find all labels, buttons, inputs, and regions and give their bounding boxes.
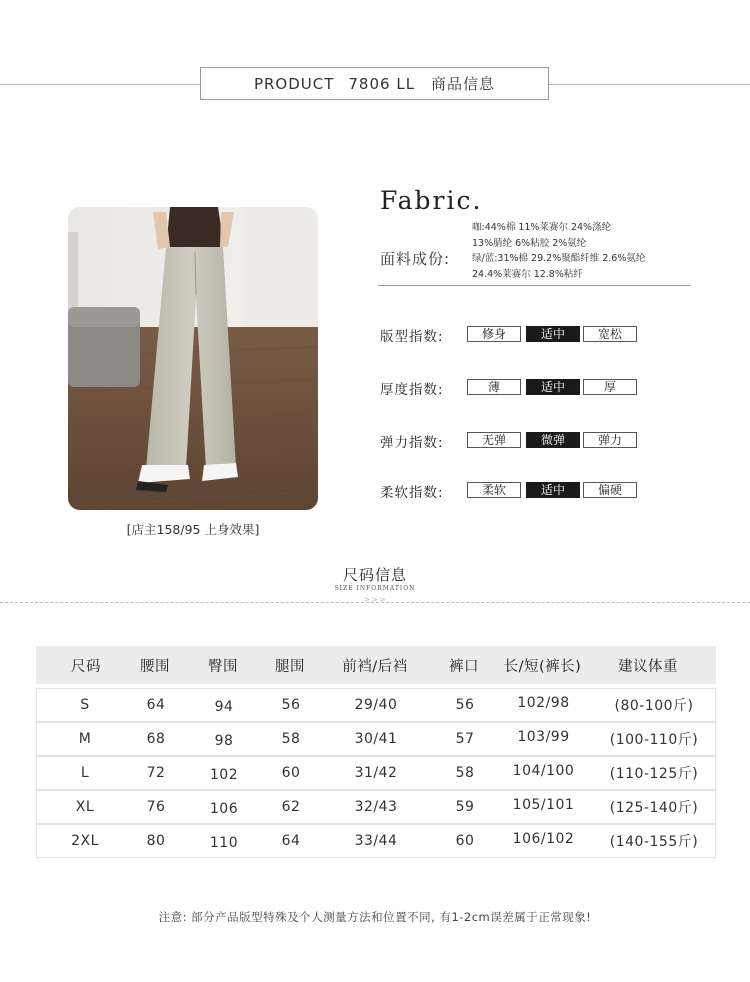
softness-index-label: 柔软指数: bbox=[380, 485, 444, 501]
cell-length: 103/99 bbox=[517, 729, 570, 745]
fit-option-slim: 修身 bbox=[467, 326, 521, 342]
composition-label: 面料成份: bbox=[380, 250, 451, 268]
composition-divider bbox=[378, 285, 690, 286]
cell-leg-opening: 60 bbox=[455, 833, 475, 849]
composition-line: 绿/蓝:31%棉 29.2%聚酯纤维 2.6%氨纶 bbox=[472, 253, 646, 264]
header-waist: 腰围 bbox=[140, 658, 170, 675]
cell-weight: (110-125斤) bbox=[609, 766, 699, 782]
cell-waist: 72 bbox=[146, 765, 166, 781]
size-section-subtitle: SIZE INFORMATION bbox=[334, 585, 416, 592]
cell-hip: 110 bbox=[209, 835, 239, 851]
cell-size: L bbox=[80, 765, 90, 781]
product-code: 7806 LL bbox=[348, 74, 416, 93]
size-table-header bbox=[36, 646, 716, 684]
cell-hip: 102 bbox=[209, 767, 239, 783]
thickness-option-medium: 适中 bbox=[526, 379, 580, 395]
cell-length: 105/101 bbox=[512, 797, 575, 813]
cell-size: S bbox=[80, 697, 90, 713]
header-leg-opening: 裤口 bbox=[449, 658, 479, 675]
header-rule-right bbox=[549, 84, 750, 85]
cell-rise: 30/41 bbox=[354, 731, 398, 747]
table-row bbox=[36, 790, 716, 824]
cell-size: XL bbox=[75, 799, 95, 815]
cell-rise: 33/44 bbox=[354, 833, 398, 849]
cell-length: 106/102 bbox=[512, 831, 575, 847]
product-title-box bbox=[200, 67, 549, 100]
product-info-label: 商品信息 bbox=[431, 75, 496, 93]
cell-rise: 32/43 bbox=[354, 799, 398, 815]
softness-option-firm: 偏硬 bbox=[583, 482, 637, 498]
cell-hip: 106 bbox=[209, 801, 239, 817]
softness-option-medium: 适中 bbox=[526, 482, 580, 498]
fit-option-loose: 宽松 bbox=[583, 326, 637, 342]
fit-option-regular: 适中 bbox=[526, 326, 580, 342]
fabric-title: Fabric. bbox=[380, 186, 483, 215]
cell-hip: 98 bbox=[214, 733, 234, 749]
cell-leg-opening: 57 bbox=[455, 731, 475, 747]
composition-list bbox=[472, 220, 645, 282]
measurement-note: 注意: 部分产品版型特殊及个人测量方法和位置不同, 有1-2cm误差属于正常现象! bbox=[158, 910, 592, 924]
cell-leg-opening: 56 bbox=[455, 697, 475, 713]
size-section-arrows: >>> bbox=[363, 595, 387, 604]
cell-size: 2XL bbox=[71, 833, 99, 849]
header-rule-left bbox=[0, 84, 200, 85]
cell-weight: (80-100斤) bbox=[614, 698, 694, 714]
cell-weight: (140-155斤) bbox=[609, 834, 699, 850]
cell-waist: 80 bbox=[146, 833, 166, 849]
cell-weight: (125-140斤) bbox=[609, 800, 699, 816]
product-word: PRODUCT bbox=[253, 74, 335, 93]
table-row bbox=[36, 688, 716, 722]
thickness-option-thin: 薄 bbox=[467, 379, 521, 395]
cell-waist: 64 bbox=[146, 697, 166, 713]
stretch-index-label: 弹力指数: bbox=[380, 435, 444, 451]
cell-weight: (100-110斤) bbox=[609, 732, 699, 748]
cell-thigh: 58 bbox=[281, 731, 301, 747]
cell-leg-opening: 59 bbox=[455, 799, 475, 815]
header-weight: 建议体重 bbox=[618, 658, 678, 675]
cell-rise: 31/42 bbox=[354, 765, 398, 781]
cell-hip: 94 bbox=[214, 699, 234, 715]
cell-size: M bbox=[78, 731, 92, 747]
header-length: 长/短(裤长) bbox=[503, 658, 582, 675]
fit-index-label: 版型指数: bbox=[380, 329, 444, 345]
size-section-divider bbox=[0, 602, 750, 603]
composition-line: 13%腈纶 6%粘胶 2%氨纶 bbox=[472, 237, 587, 249]
header-rise: 前裆/后裆 bbox=[342, 658, 408, 675]
cell-length: 104/100 bbox=[512, 763, 575, 779]
thickness-index-label: 厚度指数: bbox=[380, 382, 444, 398]
stretch-option-none: 无弹 bbox=[467, 432, 521, 448]
cell-waist: 68 bbox=[146, 731, 166, 747]
size-section-title: 尺码信息 bbox=[342, 566, 407, 584]
composition-line: 咖:44%棉 11%莱赛尔 24%涤纶 bbox=[472, 222, 612, 233]
cell-waist: 76 bbox=[146, 799, 166, 815]
cell-leg-opening: 58 bbox=[455, 765, 475, 781]
header-hip: 臀围 bbox=[208, 658, 238, 675]
table-row bbox=[36, 722, 716, 756]
cell-thigh: 62 bbox=[281, 799, 301, 815]
stretch-option-slight: 微弹 bbox=[526, 432, 580, 448]
model-photo bbox=[68, 207, 318, 510]
stretch-option-stretch: 弹力 bbox=[583, 432, 637, 448]
composition-line: 24.4%莱赛尔 12.8%粘纤 bbox=[472, 268, 583, 280]
header-size: 尺码 bbox=[71, 658, 101, 675]
softness-option-soft: 柔软 bbox=[467, 482, 521, 498]
cell-length: 102/98 bbox=[517, 695, 570, 711]
photo-caption: [店主158/95 上身效果] bbox=[126, 522, 260, 537]
table-row bbox=[36, 756, 716, 790]
cell-rise: 29/40 bbox=[354, 697, 398, 713]
cell-thigh: 64 bbox=[281, 833, 301, 849]
header-thigh: 腿围 bbox=[275, 658, 305, 675]
cell-thigh: 56 bbox=[281, 697, 301, 713]
table-row bbox=[36, 824, 716, 858]
cell-thigh: 60 bbox=[281, 765, 301, 781]
thickness-option-thick: 厚 bbox=[583, 379, 637, 395]
